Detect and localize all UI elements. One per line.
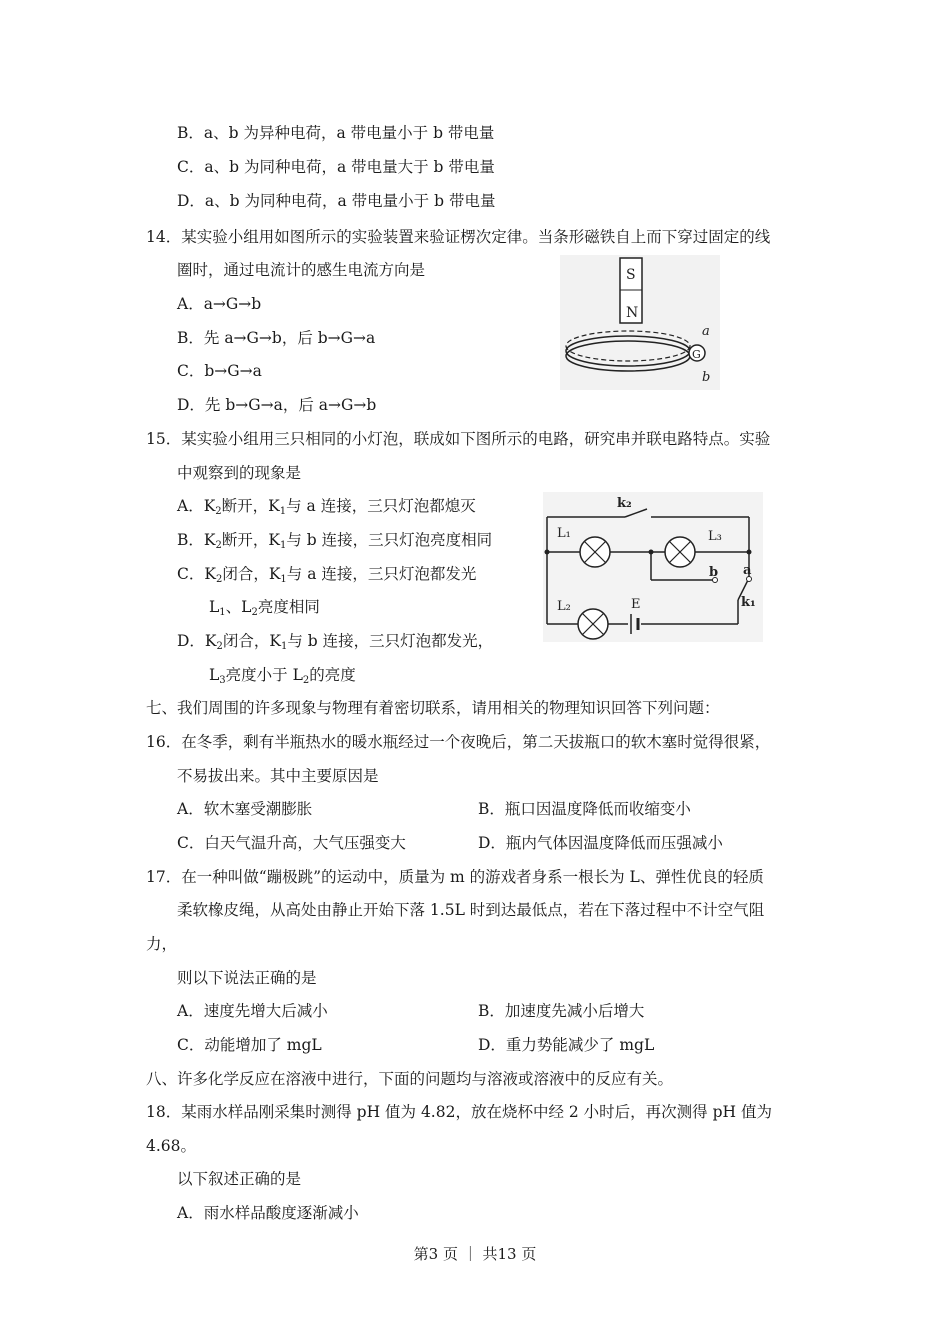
q18-stem-line1: 18．某雨水样品刚采集时测得 pH 值为 4.82，放在烧杯中经 2 小时后，再次测得 pH 值为 [146, 1103, 772, 1121]
q17-stem-line2: 柔软橡皮绳，从高处由静止开始下落 1.5L 时到达最低点，若在下落过程中不计空气阻 [177, 901, 765, 919]
q17-option-a: A．速度先增大后减小 [177, 1002, 328, 1020]
q18-option-a: A．雨水样品酸度逐渐减小 [177, 1204, 359, 1222]
q15-stem-line1: 15．某实验小组用三只相同的小灯泡，联成如下图所示的电路，研究串并联电路特点。实验 [146, 430, 771, 448]
terminal-b-label: b [702, 370, 711, 385]
page-footer: 第3 页 ｜ 共13 页 [413, 1245, 537, 1263]
galvanometer-label: G [692, 348, 701, 361]
q18-stem-line2: 4.68。 [146, 1137, 197, 1155]
q13-option-c: C．a、b 为同种电荷，a 带电量大于 b 带电量 [177, 158, 495, 176]
label-l3: L₃ [708, 529, 722, 544]
label-e: E [631, 597, 641, 612]
q14-option-a: A．a→G→b [177, 295, 262, 313]
lamp-l2-icon [578, 609, 608, 639]
q13-option-d: D．a、b 为同种电荷，a 带电量小于 b 带电量 [177, 192, 496, 210]
section-7-heading: 七、我们周围的许多现象与物理有着密切联系，请用相关的物理知识回答下列问题： [146, 699, 720, 717]
q18-stem-line3: 以下叙述正确的是 [177, 1170, 302, 1188]
q15-stem-line2: 中观察到的现象是 [177, 464, 302, 482]
q14-option-c: C．b→G→a [177, 362, 262, 380]
q16-stem-line1: 16．在冬季，剩有半瓶热水的暖水瓶经过一个夜晚后，第二天拔瓶口的软木塞时觉得很紧， [146, 733, 771, 751]
q14-option-d: D．先 b→G→a，后 a→G→b [177, 396, 377, 414]
q16-option-b: B．瓶口因温度降低而收缩变小 [478, 800, 691, 818]
q17-stem-line3: 力， [146, 935, 178, 953]
lamp-l3-icon [665, 537, 695, 567]
q16-option-a: A．软木塞受潮膨胀 [177, 800, 313, 818]
magnet-s-label: S [626, 267, 636, 283]
q14-option-b: B．先 a→G→b，后 b→G→a [177, 329, 376, 347]
q14-stem-line2: 圈时，通过电流计的感生电流方向是 [177, 261, 426, 279]
q17-option-b: B．加速度先减小后增大 [478, 1002, 645, 1020]
q17-stem-line1: 17．在一种叫做“蹦极跳”的运动中，质量为 m 的游戏者身系一根长为 L、弹性优良的轻质 [146, 868, 764, 886]
q15-option-d-line2: L3亮度小于 L2的亮度 [209, 666, 356, 686]
q15-option-d: D．K2闭合，K1与 b 连接，三只灯泡都发光， [177, 632, 494, 652]
q15-option-c-line2: L1、L2亮度相同 [209, 598, 320, 618]
q16-option-d: D．瓶内气体因温度降低而压强减小 [478, 834, 723, 852]
q17-option-c: C．动能增加了 mgL [177, 1036, 322, 1054]
magnet-n-label: N [626, 305, 639, 321]
label-a: a [743, 563, 752, 578]
label-b: b [709, 565, 719, 580]
q14-stem-line1: 14．某实验小组用如图所示的实验装置来验证楞次定律。当条形磁铁自上而下穿过固定的线 [146, 228, 771, 246]
q16-stem-line2: 不易拔出来。其中主要原因是 [177, 767, 379, 785]
label-k2: k₂ [617, 496, 632, 511]
label-k1: k₁ [741, 595, 756, 610]
terminal-a-label: a [702, 324, 710, 339]
q15-option-a: A．K2断开，K1与 a 连接，三只灯泡都熄灭 [177, 497, 476, 517]
label-l1: L₁ [557, 526, 571, 541]
lamp-l1-icon [580, 537, 610, 567]
q15-option-c: C．K2闭合，K1与 a 连接，三只灯泡都发光 [177, 565, 477, 585]
q17-option-d: D．重力势能减少了 mgL [478, 1036, 655, 1054]
label-l2: L₂ [557, 599, 571, 614]
q14-magnet-coil-figure [560, 255, 720, 390]
q15-option-b: B．K2断开，K1与 b 连接，三只灯泡亮度相同 [177, 531, 493, 551]
q15-circuit-figure [543, 492, 763, 642]
q17-stem-line4: 则以下说法正确的是 [177, 969, 317, 987]
q16-option-c: C．白天气温升高，大气压强变大 [177, 834, 406, 852]
section-8-heading: 八、许多化学反应在溶液中进行，下面的问题均与溶液或溶液中的反应有关。 [146, 1070, 674, 1088]
q13-option-b: B．a、b 为异种电荷，a 带电量小于 b 带电量 [177, 124, 495, 142]
